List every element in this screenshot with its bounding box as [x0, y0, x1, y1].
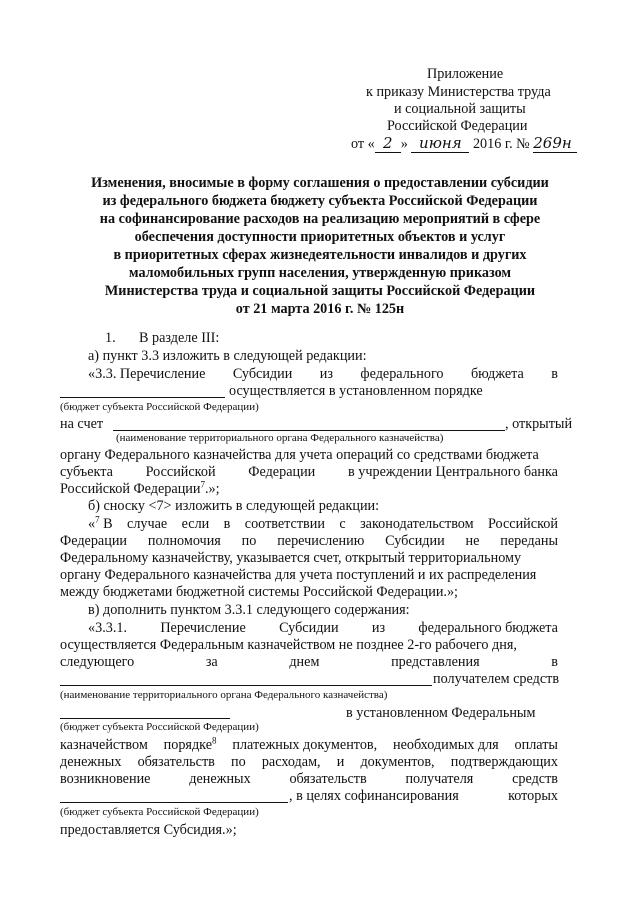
clause-line: следующего за днем представления в [60, 654, 558, 670]
title-line: Министерства труда и социальной защиты Российской Федерации [104, 283, 536, 299]
clause-3-3-line: «3.3. Перечисление Субсидии из федерального бюджета в [88, 366, 558, 382]
clause-line: осуществляется Федеральным казначейством не позднее 2-го рабочего дня, [60, 637, 517, 653]
header-appendix: Приложение [427, 66, 504, 82]
title-line: в приоритетных сферах жизнедеятельности инвалидов и других [113, 247, 527, 263]
footnote-ref: 8 [212, 735, 217, 746]
blank-line [60, 802, 288, 803]
body-line: Российской Федерации$^7$.»; [60, 479, 220, 497]
subitem-b: б) сноску <7> изложить в следующей редакции: [88, 498, 380, 514]
blank-line [60, 397, 225, 398]
field-caption: (бюджет субъекта Российской Федерации) [60, 806, 259, 818]
footnote-ref: 7 [200, 479, 205, 490]
clause-text: получателем средств [433, 671, 560, 687]
title-line: Изменения, вносимые в форму соглашения о предоставлении субсидии [91, 175, 549, 191]
footnote-line: Федерации полномочия по перечислению Субсидии не переданы [60, 533, 558, 549]
account-suffix: , открытый [505, 416, 573, 432]
clause-text: в установленном Федеральным [346, 705, 536, 721]
title-line: маломобильных групп населения, утвержденную приказом [128, 265, 512, 281]
title-line: на софинансирование расходов на реализацию мероприятий в сфере [99, 211, 541, 227]
handwritten-number: 269н [533, 135, 577, 153]
blank-line [60, 718, 230, 719]
clause-line: денежных обязательств по расходам, и документов, подтверждающих [60, 754, 558, 770]
body-line: органу Федерального казначейства для учета операций со средствами бюджета [60, 447, 539, 463]
item-text: В разделе III: [139, 330, 220, 346]
clause-line: , в целях софинансирования которых [289, 788, 558, 804]
clause-3-3-1-line: «3.3.1. Перечисление Субсидии из федерального бюджета [88, 620, 558, 636]
account-label: на счет [60, 416, 104, 432]
title-line: обеспечения доступности приоритетных объектов и услуг [134, 229, 506, 245]
footnote-line: органу Федерального казначейства для учета поступлений и их распределения [60, 567, 537, 583]
clause-line: возникновение денежных обязательств получателя средств [60, 771, 558, 787]
clause-text: осуществляется в установленном порядке [229, 383, 483, 399]
subitem-a: а) пункт 3.3 изложить в следующей редакции: [88, 348, 367, 364]
field-caption: (наименование территориального органа Федерального казначейства) [60, 689, 388, 701]
header-ministry-line: и социальной защиты [394, 101, 526, 117]
title-line: из федерального бюджета бюджету субъекта Российской Федерации [102, 193, 538, 209]
blank-line [113, 430, 505, 431]
header-country: Российской Федерации [387, 118, 528, 134]
item-number: 1. [105, 330, 116, 346]
blank-line [60, 685, 432, 686]
body-line: субъекта Российской Федерации в учреждении Центрального банка [60, 464, 558, 480]
handwritten-day: 2 [375, 135, 401, 153]
handwritten-month: июня [411, 135, 469, 153]
header-date-line: от « 2 » июня 2016 г. № 269н [351, 135, 577, 153]
field-caption: (бюджет субъекта Российской Федерации) [60, 401, 259, 413]
field-caption: (бюджет субъекта Российской Федерации) [60, 721, 259, 733]
footnote-line: Федеральному казначейству, указывается счет, открытый территориальному [60, 550, 522, 566]
title-line: от 21 марта 2016 г. № 125н [235, 301, 405, 317]
subitem-v: в) дополнить пунктом 3.3.1 следующего содержания: [88, 602, 410, 618]
header-order-ref: к приказу Министерства труда [366, 84, 551, 100]
field-caption: (наименование территориального органа Федерального казначейства) [116, 432, 444, 444]
footnote-line: «$^7$ В случае если в соответствии с законодательством Российской [88, 514, 558, 532]
clause-line: казначейством порядке$^8$ платежных документов, необходимых для оплаты [60, 735, 558, 753]
clause-line: предоставляется Субсидия.»; [60, 822, 237, 838]
footnote-line: между бюджетами бюджетной системы Российской Федерации.»; [60, 584, 458, 600]
